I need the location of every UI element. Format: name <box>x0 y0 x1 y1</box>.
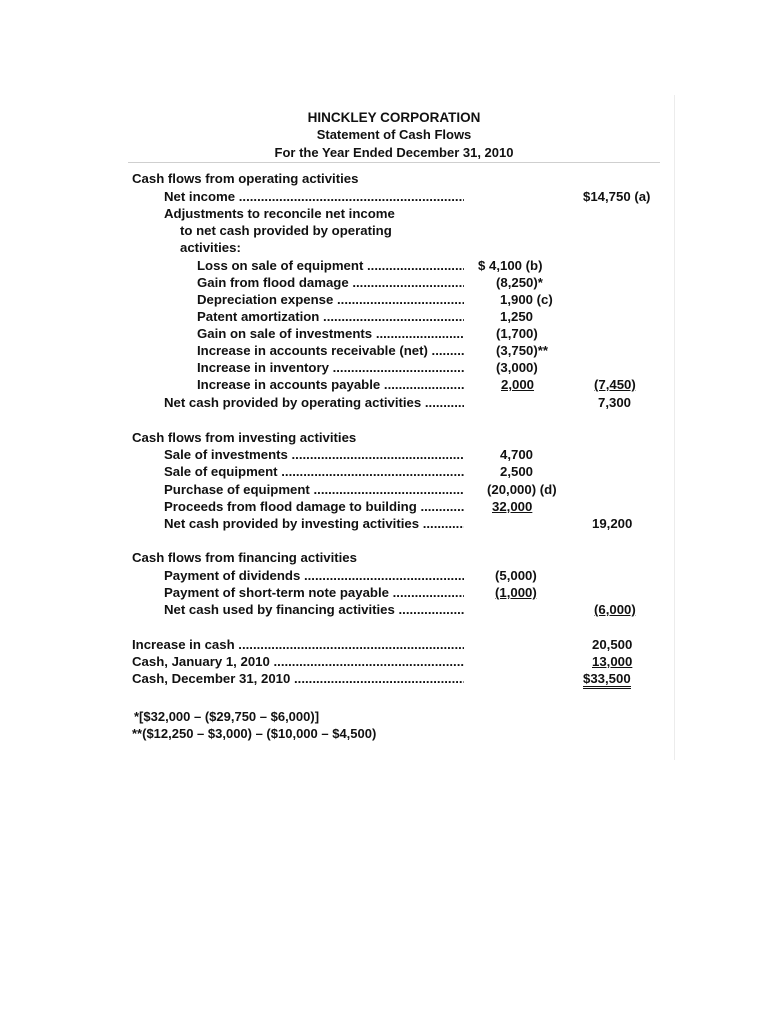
net-operating-value: 7,300 <box>598 395 632 410</box>
company-name: HINCKLEY CORPORATION <box>307 110 481 125</box>
statement-title: Statement of Cash Flows <box>316 127 472 142</box>
financing-heading: Cash flows from financing activities <box>132 550 357 565</box>
net-financing-value: (6,000) <box>594 602 636 617</box>
net-investing-value: 19,200 <box>592 516 633 531</box>
investing-heading: Cash flows from investing activities <box>132 430 357 445</box>
adjustments-total: (7,450) <box>594 377 636 392</box>
statement-page: HINCKLEY CORPORATION Statement of Cash Flows For the Year Ended December 31, 2010 Cash flows from operating activities Net income ..... $14,750 (a) Adjustments to reconcile net income to net cash provided by operating activities: Loss on sale of equipment ..... $ 4,100 (b) Gain from flood damage ..... (8,250)* Depreciation expense ..... 1,900 (c) Patent amortization ..... 1,250 Gain on sale of investments ..... (1,700) Increase in accounts receivable (net) ..... (3,750)** Increase in inventory ..... (3,000) Increase in accounts payable ..... 2,000 (7,450) Net cash provided by operating activities ..... 7,300 Cash flows from investing activities Sale of investments ..... 4,700 Sale of equipment ..... 2,500 Purchase of equipment ..... (20,000) (d) Proceeds from flood damage to building ..... 32,000 Net cash provided by investing activities ..... 19,200 Cash flows from financing activities Payment of dividends ..... (5,000) Payment of short-term note payable ..... (1,000) Net cash used by financing activities ..... (6,000) Increase in cash ..... 20,500 Cash, January 1, 2010 ..... 13,000 Cash, December 31, 2010 ..... $33,500 *[$32,000 – ($29,750 – $6,000)] **($12,250 – $3,000) – ($10,000 – $4,500) <box>0 0 768 1024</box>
increase-in-cash-value: 20,500 <box>592 637 633 652</box>
statement-period: For the Year Ended December 31, 2010 <box>274 145 514 160</box>
footnote-2: **($12,250 – $3,000) – ($10,000 – $4,500) <box>132 726 377 741</box>
cash-january-value: 13,000 <box>592 654 633 669</box>
net-income-label: Net income ..... <box>164 188 464 205</box>
net-income-value: $14,750 (a) <box>583 189 651 204</box>
footnote-1: *[$32,000 – ($29,750 – $6,000)] <box>134 709 320 724</box>
operating-heading: Cash flows from operating activities <box>132 171 359 186</box>
header-divider <box>128 162 660 163</box>
cash-december-value: $33,500 <box>583 672 631 689</box>
